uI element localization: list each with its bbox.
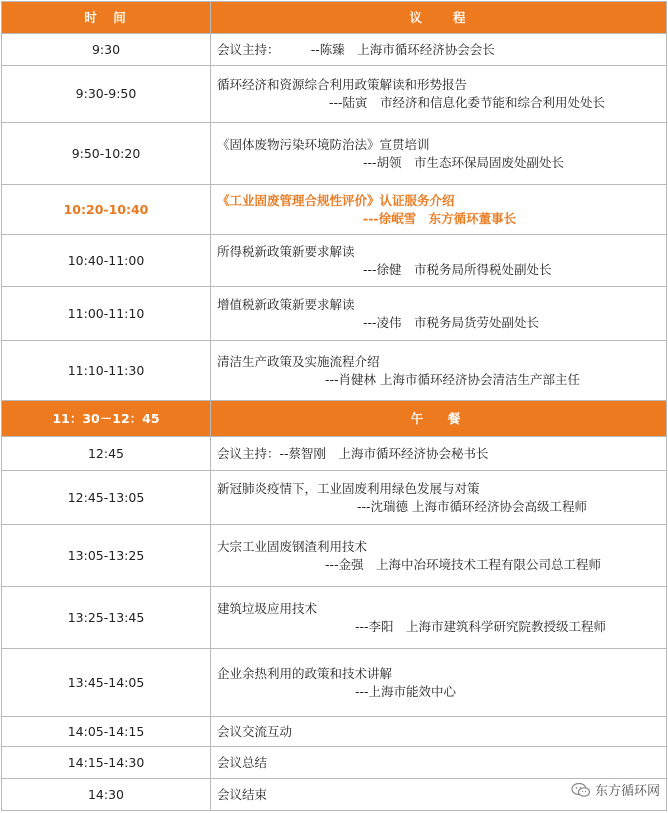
agenda-row (2, 185, 667, 235)
agenda-row (2, 747, 667, 779)
header-agenda: 议 程 (211, 2, 667, 34)
agenda-topic: 会议主持： --陈臻 上海市循环经济协会会长 (217, 41, 495, 57)
agenda-topic: 会议总结 (217, 754, 268, 770)
agenda-cell (211, 587, 667, 649)
agenda-topic: 会议结束 (217, 786, 268, 802)
time-cell: 13:25-13:45 (2, 587, 211, 649)
time-cell: 9:30 (2, 34, 211, 66)
agenda-speaker: ---上海市能效中心 (355, 683, 457, 699)
time-cell: 14:05-14:15 (2, 717, 211, 747)
watermark-text: 东方循环网 (594, 784, 660, 799)
agenda-speaker: ---金强 上海中冶环境技术工程有限公司总工程师 (325, 556, 602, 572)
agenda-cell (211, 123, 667, 185)
time-cell: 10:20-10:40 (2, 185, 211, 235)
agenda-topic: 《工业固废管理合规性评价》认证服务介绍 (217, 192, 455, 208)
agenda-speaker: ---凌伟 市税务局货劳处副处长 (363, 314, 540, 330)
agenda-topic: 大宗工业固废钢渣利用技术 (217, 538, 368, 554)
agenda-cell (211, 717, 667, 747)
agenda-row (2, 341, 667, 401)
agenda-topic: 所得税新政策新要求解读 (217, 243, 355, 259)
agenda-row (2, 235, 667, 287)
time-cell: 12:45-13:05 (2, 471, 211, 525)
time-cell: 13:05-13:25 (2, 525, 211, 587)
agenda-speaker: ---陆寅 市经济和信息化委节能和综合利用处处长 (329, 95, 606, 110)
agenda-row (2, 717, 667, 747)
header-time: 时 间 (2, 2, 211, 34)
time-cell: 14:15-14:30 (2, 747, 211, 779)
agenda-speaker: ---胡领 市生态环保局固废处副处长 (363, 154, 565, 170)
agenda-cell (211, 471, 667, 525)
lunch-row (2, 401, 667, 437)
agenda-cell (211, 437, 667, 471)
agenda-topic: 《固体废物污染环境防治法》宣贯培训 (217, 136, 430, 152)
agenda-topic: 建筑垃圾应用技术 (217, 600, 318, 616)
agenda-cell (211, 747, 667, 779)
agenda-row (2, 123, 667, 185)
agenda-cell (211, 34, 667, 66)
agenda-topic: 清洁生产政策及实施流程介绍 (217, 353, 380, 369)
lunch-title: 午 餐 (211, 401, 667, 437)
agenda-row (2, 779, 667, 811)
agenda-speaker: ---李阳 上海市建筑科学研究院教授级工程师 (355, 618, 607, 634)
agenda-row (2, 587, 667, 649)
time-cell: 9:30-9:50 (2, 66, 211, 123)
agenda-body (2, 2, 667, 811)
agenda-row (2, 66, 667, 123)
agenda-row (2, 525, 667, 587)
time-cell: 13:45-14:05 (2, 649, 211, 717)
agenda-cell (211, 287, 667, 341)
time-cell: 12:45 (2, 437, 211, 471)
agenda-speaker: ---沈瑞德 上海市循环经济协会高级工程师 (357, 498, 588, 514)
agenda-speaker: ---肖健林 上海市循环经济协会清洁生产部主任 (325, 371, 581, 387)
agenda-topic: 企业余热利用的政策和技术讲解 (217, 665, 393, 681)
agenda-topic: 会议主持：--蔡智刚 上海市循环经济协会秘书长 (217, 445, 489, 461)
agenda-topic: 新冠肺炎疫情下，工业固废利用绿色发展与对策 (217, 480, 480, 496)
agenda-speaker: ---徐健 市税务局所得税处副处长 (363, 261, 552, 277)
agenda-row (2, 34, 667, 66)
watermark (571, 780, 660, 799)
time-cell: 11:00-11:10 (2, 287, 211, 341)
agenda-row (2, 649, 667, 717)
table-header-row (2, 2, 667, 34)
agenda-cell (211, 525, 667, 587)
agenda-speaker: ---徐岷雪 东方循环董事长 (363, 210, 517, 226)
time-cell: 14:30 (2, 779, 211, 811)
agenda-topic: 增值税新政策新要求解读 (217, 296, 355, 312)
time-cell: 9:50-10:20 (2, 123, 211, 185)
time-cell: 10:40-11:00 (2, 235, 211, 287)
agenda-cell (211, 649, 667, 717)
wechat-icon (571, 782, 591, 798)
agenda-row (2, 437, 667, 471)
agenda-cell (211, 341, 667, 401)
agenda-cell (211, 235, 667, 287)
agenda-cell (211, 66, 667, 123)
agenda-cell (211, 185, 667, 235)
agenda-row (2, 471, 667, 525)
agenda-table (1, 1, 667, 811)
time-cell: 11:10-11:30 (2, 341, 211, 401)
agenda-topic: 会议交流互动 (217, 723, 293, 739)
agenda-topic: 循环经济和资源综合利用政策解读和形势报告 (217, 77, 468, 92)
agenda-row (2, 287, 667, 341)
time-cell: 11：30－12：45 (2, 401, 211, 437)
